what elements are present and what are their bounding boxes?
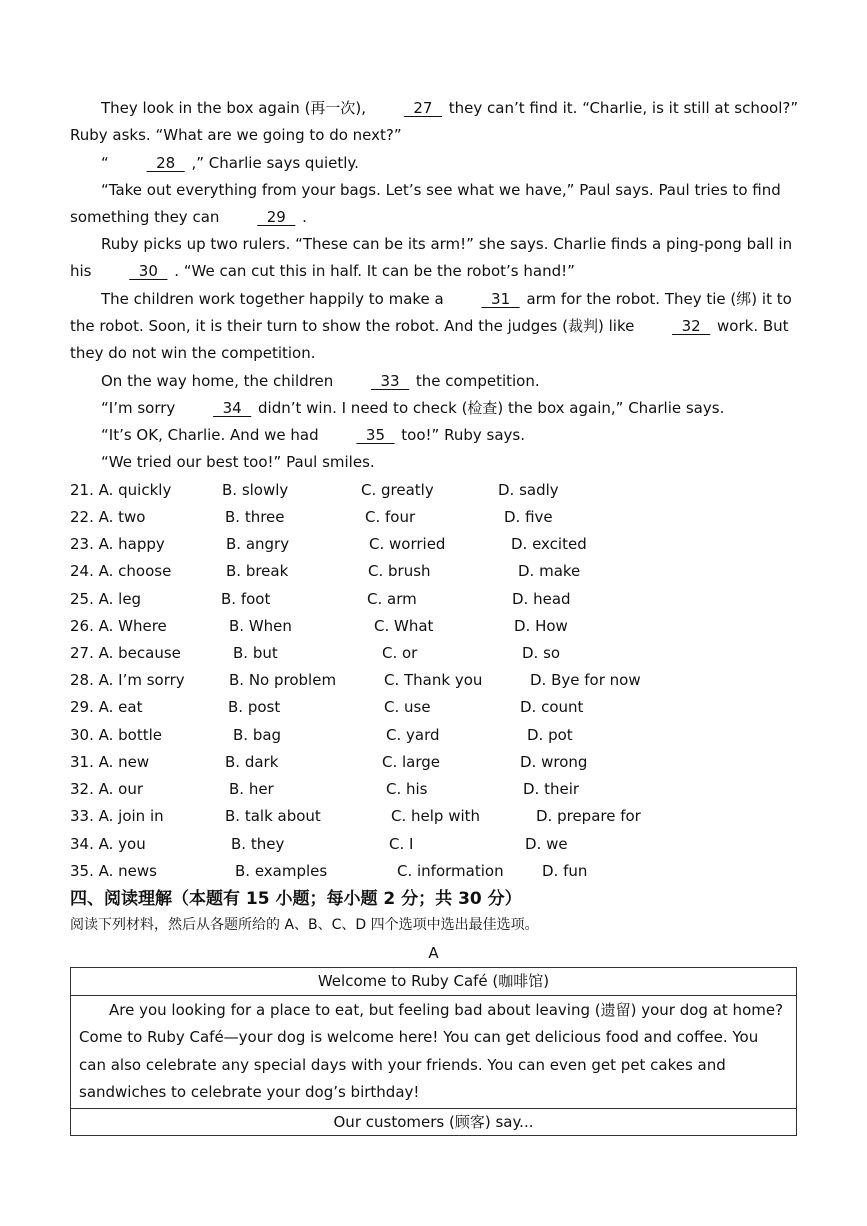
- option-row-34: [70, 831, 800, 858]
- option-row-33: [70, 803, 800, 830]
- option-d: D. sadly: [498, 481, 559, 499]
- option-row-35: [70, 858, 800, 885]
- option-c: C. or: [382, 644, 418, 662]
- option-d: D. wrong: [520, 753, 588, 771]
- option-b: B. No problem: [229, 671, 337, 689]
- option-b: B. they: [231, 835, 285, 853]
- blank-30: 30: [129, 262, 168, 281]
- cafe-description-cell: [71, 996, 797, 1109]
- passage-text: . “We can cut this in half. It can be the robot’s hand!”: [169, 262, 575, 281]
- option-b: B. slowly: [222, 481, 289, 499]
- option-c: C. yard: [386, 726, 440, 744]
- option-a: 23. A. happy: [70, 535, 165, 553]
- option-row-24: [70, 558, 800, 585]
- passage-text: ,” Charlie says quietly.: [186, 154, 359, 172]
- passage-label: A: [428, 944, 439, 962]
- passage-paragraph-1: [70, 95, 800, 149]
- option-d: D. five: [504, 508, 553, 526]
- passage-paragraph-3: [70, 177, 800, 231]
- passage-paragraph-5: [70, 286, 800, 368]
- option-d: D. we: [525, 835, 568, 853]
- option-a: 27. A. because: [70, 644, 181, 662]
- option-c: C. large: [382, 753, 441, 771]
- option-a: 21. A. quickly: [70, 481, 172, 499]
- option-c: C. greatly: [361, 481, 434, 499]
- blank-32: 32: [672, 317, 711, 336]
- option-c: C. his: [386, 780, 428, 798]
- passage-paragraph-9: “We tried our best too!” Paul smiles.: [101, 453, 375, 471]
- option-b: B. three: [225, 508, 285, 526]
- option-row-25: [70, 586, 800, 613]
- option-d: D. prepare for: [536, 807, 641, 825]
- passage-paragraph-7: [70, 395, 800, 422]
- option-d: D. head: [512, 590, 571, 608]
- passage-text: “Take out everything from your bags. Let’s see what we have,” Paul says. Paul tries to find something they can: [70, 181, 781, 227]
- option-a: 28. A. I’m sorry: [70, 671, 185, 689]
- passage-text: work. But they do not win the competition.: [70, 317, 789, 363]
- option-row-27: [70, 640, 800, 667]
- blank-27: 27: [403, 99, 442, 117]
- passage-text: too!” Ruby says.: [396, 426, 525, 444]
- option-d: D. pot: [527, 726, 573, 744]
- option-a: 30. A. bottle: [70, 726, 163, 744]
- passage-paragraph-2: [70, 150, 800, 177]
- option-c: C. worried: [369, 535, 446, 553]
- option-b: B. angry: [226, 535, 290, 553]
- option-row-32: [70, 776, 800, 803]
- option-c: C. What: [374, 617, 434, 635]
- option-d: D. excited: [511, 535, 587, 553]
- passage-paragraph-6: [70, 368, 800, 395]
- option-b: B. examples: [235, 862, 328, 880]
- cafe-title: Welcome to Ruby Café (咖啡馆): [71, 968, 797, 996]
- passage-text: “: [101, 154, 114, 172]
- option-c: C. brush: [368, 562, 431, 580]
- blank-31: 31: [481, 290, 520, 308]
- option-c: C. arm: [367, 590, 417, 608]
- passage-text: Ruby picks up two rulers. “These can be its arm!” she says. Charlie finds a ping-pong ball in his: [70, 235, 793, 281]
- section-heading: 四、阅读理解（本题有 15 小题；每小题 2 分；共 30 分）: [70, 889, 522, 909]
- passage-text: didn’t win. I need to check (检查) the box again,” Charlie says.: [253, 399, 725, 417]
- option-b: B. post: [228, 698, 281, 716]
- option-b: B. break: [226, 562, 289, 580]
- option-b: B. her: [229, 780, 274, 798]
- option-d: D. count: [520, 698, 584, 716]
- option-a: 26. A. Where: [70, 617, 167, 635]
- customers-heading: Our customers (顾客) say...: [71, 1109, 797, 1136]
- passage-text: they can’t find it. “Charlie, is it still at school?” Ruby asks. “What are we going to do next?”: [70, 99, 799, 145]
- option-a: 35. A. news: [70, 862, 157, 880]
- option-c: C. help with: [391, 807, 481, 825]
- option-a: 24. A. choose: [70, 562, 172, 580]
- cafe-table: [70, 967, 797, 1136]
- blank-33: 33: [370, 372, 410, 390]
- option-d: D. make: [518, 562, 581, 580]
- option-b: B. talk about: [225, 807, 321, 825]
- passage-text: “It’s OK, Charlie. And we had: [101, 426, 324, 444]
- passage-text: the competition.: [411, 372, 540, 390]
- option-a: 34. A. you: [70, 835, 146, 853]
- option-a: 32. A. our: [70, 780, 144, 798]
- passage-text: “I’m sorry: [101, 399, 181, 417]
- option-b: B. but: [233, 644, 278, 662]
- option-a: 22. A. two: [70, 508, 146, 526]
- option-d: D. How: [514, 617, 568, 635]
- passage-text: .: [297, 208, 307, 227]
- option-row-21: [70, 477, 800, 504]
- option-row-23: [70, 531, 800, 558]
- blank-29: 29: [257, 208, 296, 227]
- passage-text: arm for the robot. They tie (绑) it to the robot. Soon, it is their turn to show the robot. And the judges (裁判) like: [70, 290, 792, 336]
- passage-text: The children work together happily to make a: [101, 290, 449, 308]
- section-instruction: 阅读下列材料，然后从各题所给的 A、B、C、D 四个选项中选出最佳选项。: [70, 917, 539, 933]
- option-c: C. Thank you: [384, 671, 483, 689]
- passage-text: On the way home, the children: [101, 372, 338, 390]
- option-a: 25. A. leg: [70, 590, 142, 608]
- option-row-28: [70, 667, 800, 694]
- option-b: B. bag: [233, 726, 282, 744]
- option-b: B. foot: [221, 590, 271, 608]
- passage-paragraph-8: [70, 422, 800, 449]
- passage-paragraph-4: [70, 231, 800, 285]
- blank-34: 34: [213, 399, 252, 417]
- option-d: D. so: [522, 644, 561, 662]
- option-d: D. their: [523, 780, 580, 798]
- option-row-29: [70, 694, 800, 721]
- option-b: B. dark: [225, 753, 279, 771]
- option-a: 33. A. join in: [70, 807, 164, 825]
- option-row-31: [70, 749, 800, 776]
- blank-28: 28: [146, 154, 185, 172]
- option-row-30: [70, 722, 800, 749]
- option-c: C. four: [365, 508, 416, 526]
- option-d: D. Bye for now: [530, 671, 641, 689]
- option-c: C. use: [384, 698, 431, 716]
- option-d: D. fun: [542, 862, 588, 880]
- option-b: B. When: [229, 617, 292, 635]
- option-c: C. information: [397, 862, 504, 880]
- option-row-26: [70, 613, 800, 640]
- passage-text: They look in the box again (再一次),: [101, 99, 371, 117]
- option-a: 31. A. new: [70, 753, 150, 771]
- blank-35: 35: [356, 426, 395, 444]
- option-row-22: [70, 504, 800, 531]
- option-c: C. I: [389, 835, 414, 853]
- cafe-description: Are you looking for a place to eat, but feeling bad about leaving (遗留) your dog at home? Come to Ruby Café—your dog is welcome here! You can get delicious food and coffee. You can also celebrate any special days with your friends. You can even get pet cakes and sandwiches to celebrate your dog’s birthday!: [79, 1001, 784, 1101]
- option-a: 29. A. eat: [70, 698, 143, 716]
